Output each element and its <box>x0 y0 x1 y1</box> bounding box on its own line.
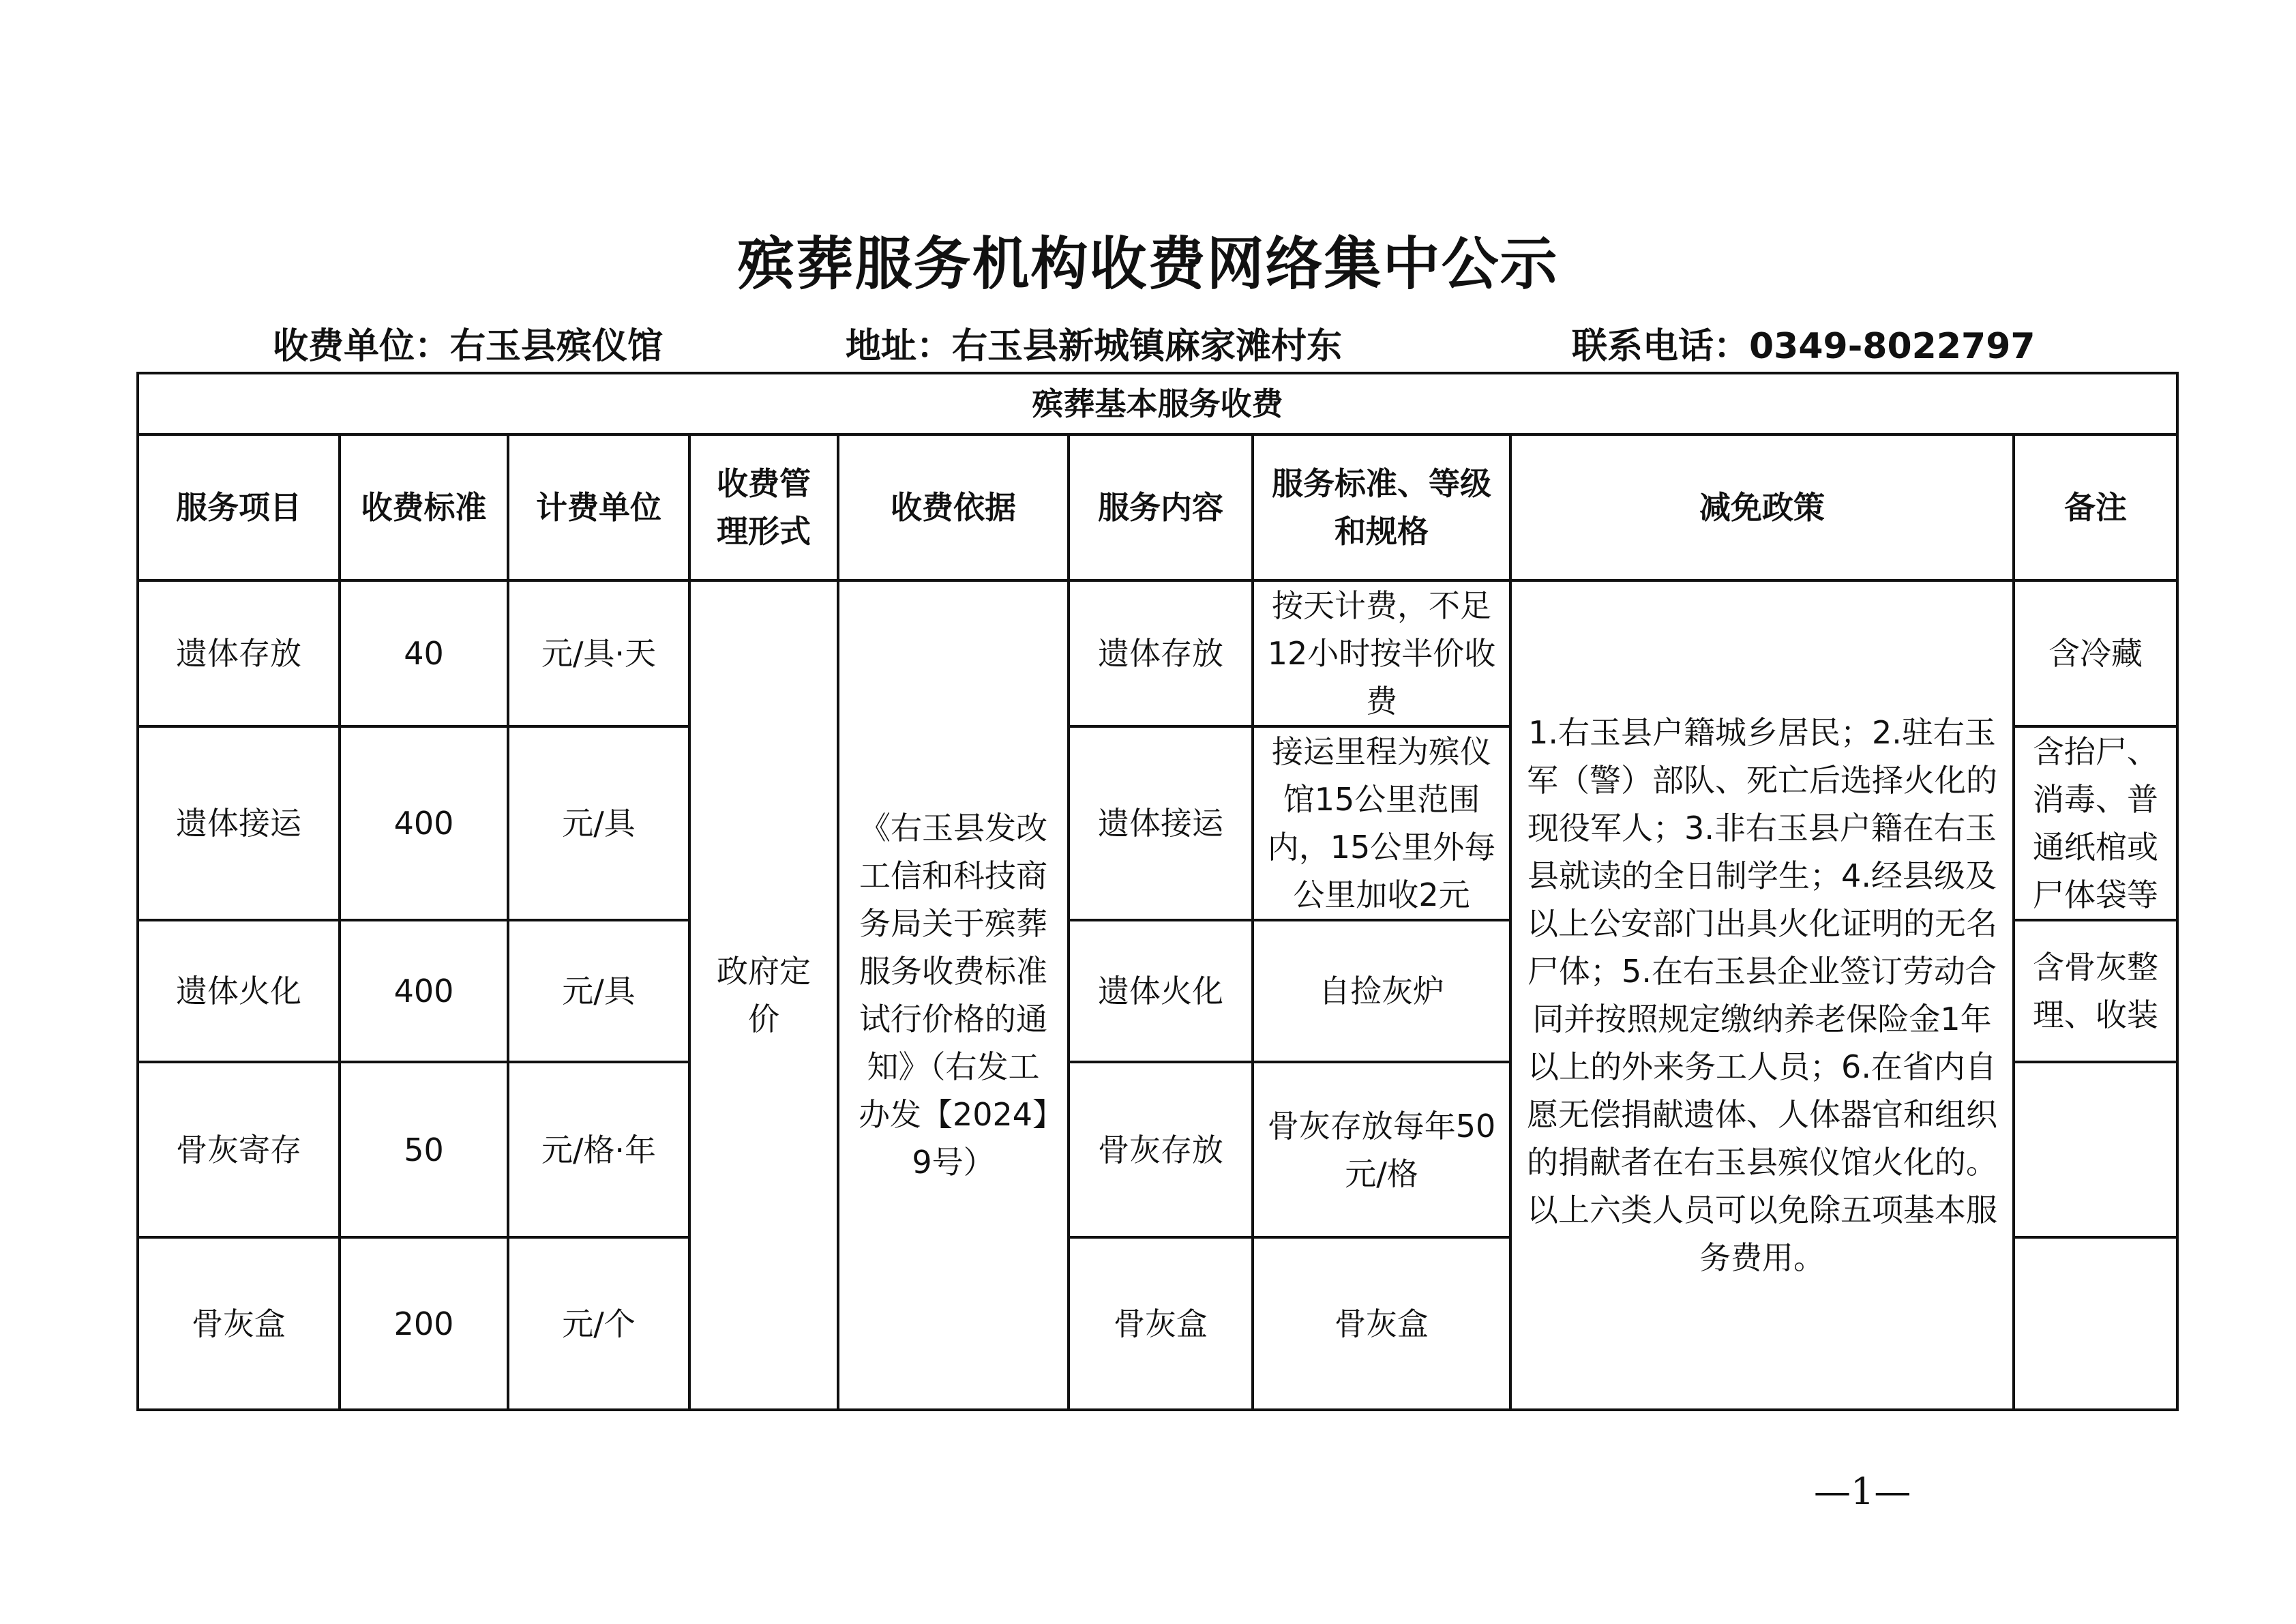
cell-policy: 1.右玉县户籍城乡居民；2.驻右玉军（警）部队、死亡后选择火化的现役军人；3.非右玉县户籍在右玉县就读的全日制学生；4.经县级及以上公安部门出具火化证明的无名尸体；5.在右玉县企业签订劳动合同并按照规定缴纳养老保险金1年以上的外来务工人员；6.在省内自愿无偿捐献遗体、人体器官和组织的捐献者在右玉县殡仪馆火化的。以上六类人员可以免除五项基本服务费用。 <box>1510 580 2014 1410</box>
section-row <box>138 373 2177 434</box>
cell-management-form: 政府定价 <box>689 580 838 1410</box>
cell-remark: 含抬尸、消毒、普通纸棺或尸体袋等 <box>2014 726 2177 920</box>
cell-item: 骨灰盒 <box>138 1237 340 1410</box>
cell-unit: 元/个 <box>508 1237 689 1410</box>
cell-standard: 50 <box>340 1062 508 1237</box>
col-header-remark: 备注 <box>2014 434 2177 580</box>
address-label: 地址：右玉县新城镇麻家滩村东 <box>846 326 1343 367</box>
col-header-unit: 计费单位 <box>508 434 689 580</box>
cell-spec: 接运里程为殡仪馆15公里范围内，15公里外每公里加收2元 <box>1253 726 1510 920</box>
cell-standard: 40 <box>340 580 508 726</box>
page-title: 殡葬服务机构收费网络集中公示 <box>737 231 1559 297</box>
cell-item: 遗体接运 <box>138 726 340 920</box>
fee-table <box>136 372 2179 1411</box>
col-header-content: 服务内容 <box>1069 434 1253 580</box>
cell-spec: 自捡灰炉 <box>1253 920 1510 1062</box>
col-header-basis: 收费依据 <box>838 434 1069 580</box>
cell-item: 遗体火化 <box>138 920 340 1062</box>
cell-unit: 元/具 <box>508 726 689 920</box>
cell-content: 骨灰盒 <box>1069 1237 1253 1410</box>
cell-basis: 《右玉县发改工信和科技商务局关于殡葬服务收费标准试行价格的通知》（右发工办发【2024】9号） <box>838 580 1069 1410</box>
header-row <box>138 434 2177 580</box>
cell-content: 遗体接运 <box>1069 726 1253 920</box>
cell-unit: 元/格·年 <box>508 1062 689 1237</box>
cell-item: 骨灰寄存 <box>138 1062 340 1237</box>
page-number: —1— <box>1814 1470 1911 1513</box>
cell-unit: 元/具 <box>508 920 689 1062</box>
cell-content: 遗体火化 <box>1069 920 1253 1062</box>
cell-spec: 骨灰盒 <box>1253 1237 1510 1410</box>
cell-remark: 含冷藏 <box>2014 580 2177 726</box>
cell-remark: 含骨灰整理、收装 <box>2014 920 2177 1062</box>
phone-label: 联系电话：0349-8022797 <box>1572 326 2036 367</box>
col-header-standard: 收费标准 <box>340 434 508 580</box>
cell-unit: 元/具·天 <box>508 580 689 726</box>
cell-content: 遗体存放 <box>1069 580 1253 726</box>
col-header-item: 服务项目 <box>138 434 340 580</box>
cell-item: 遗体存放 <box>138 580 340 726</box>
cell-remark <box>2014 1062 2177 1237</box>
table-row <box>138 580 2177 726</box>
fee-unit-label: 收费单位：右玉县殡仪馆 <box>273 326 664 367</box>
cell-spec: 骨灰存放每年50元/格 <box>1253 1062 1510 1237</box>
cell-standard: 400 <box>340 726 508 920</box>
col-header-spec: 服务标准、等级和规格 <box>1253 434 1510 580</box>
section-title: 殡葬基本服务收费 <box>138 373 2177 434</box>
cell-standard: 400 <box>340 920 508 1062</box>
cell-spec: 按天计费，不足12小时按半价收费 <box>1253 580 1510 726</box>
col-header-policy: 减免政策 <box>1510 434 2014 580</box>
cell-standard: 200 <box>340 1237 508 1410</box>
cell-remark <box>2014 1237 2177 1410</box>
col-header-management: 收费管理形式 <box>689 434 838 580</box>
cell-content: 骨灰存放 <box>1069 1062 1253 1237</box>
